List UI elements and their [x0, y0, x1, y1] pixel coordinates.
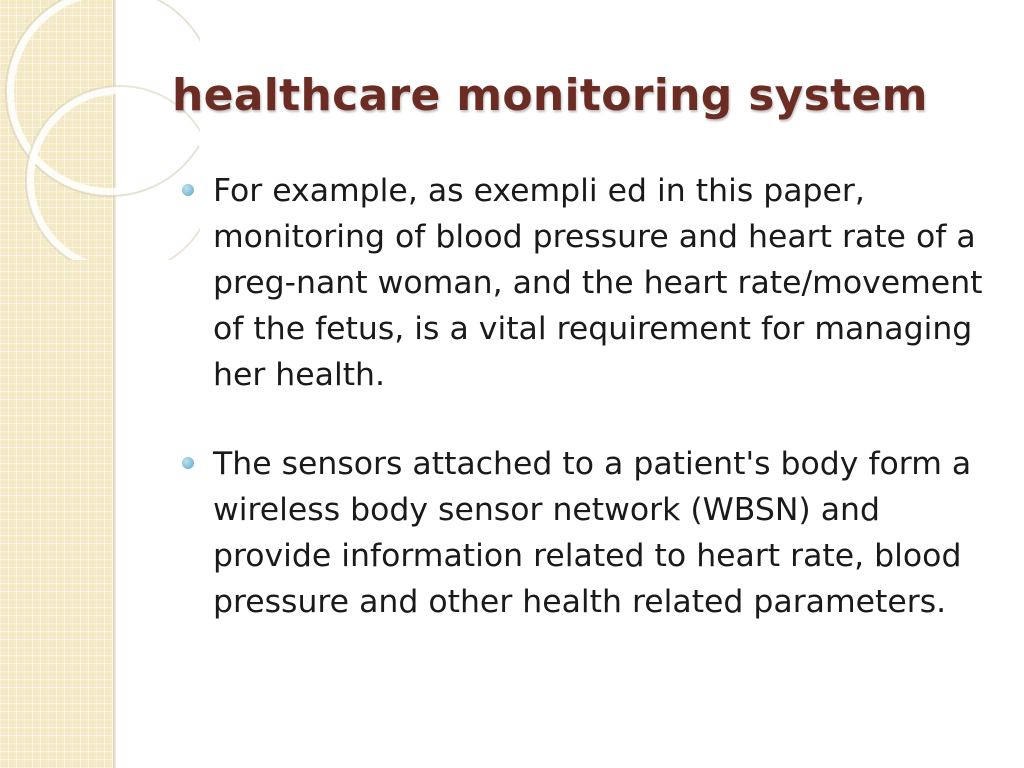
bullet-list	[178, 168, 988, 668]
bullet-dot-icon	[182, 184, 194, 196]
bullet-item	[178, 168, 988, 398]
bullet-dot-icon	[182, 457, 194, 469]
slide-title: healthcare monitoring system	[172, 70, 928, 121]
bullet-item	[178, 441, 988, 625]
decorative-rings	[0, 0, 200, 260]
bullet-text: For example, as exempli ed in this paper, monitoring of blood pressure and heart rate of a preg-nant woman, and the heart rate/movement of the fetus, is a vital requirement for managing her health.	[213, 173, 983, 393]
bullet-text: The sensors attached to a patient's body form a wireless body sensor network (WBSN) and provide information related to heart rate, blood pressure and other health related parameters.	[213, 446, 972, 620]
